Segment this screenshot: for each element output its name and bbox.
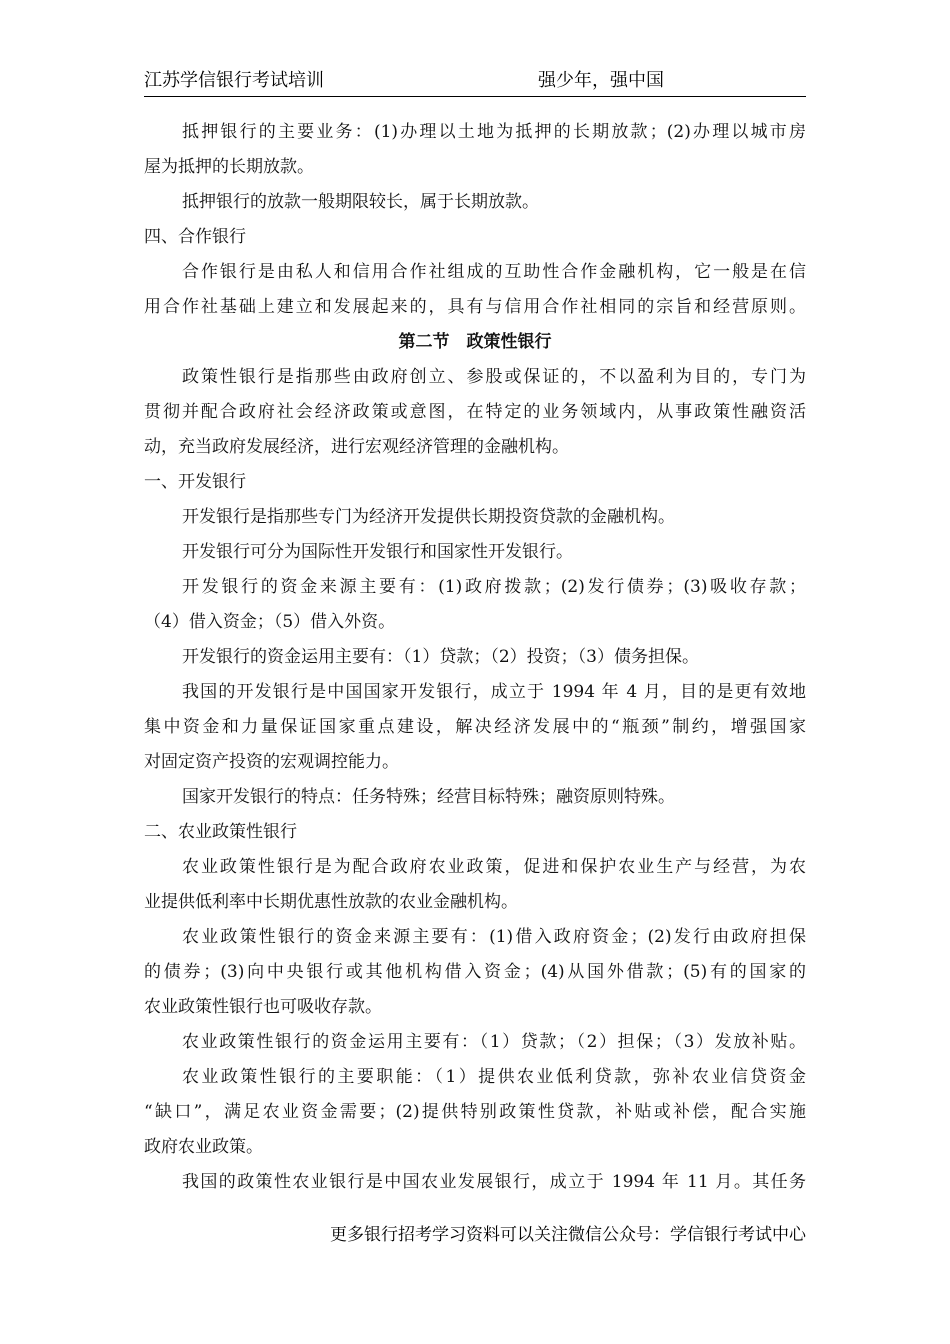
header-right-text: 强少年，强中国	[538, 70, 664, 91]
text-line: 合作银行是由私人和信用合作社组成的互助性合作金融机构，它一般是在信	[182, 262, 806, 282]
text-line: 开发银行可分为国际性开发银行和国家性开发银行。	[182, 542, 573, 562]
text-line: “缺口”，满足农业资金需要；(2)提供特别政策性贷款，补贴或补偿，配合实施	[144, 1102, 806, 1122]
text-line: 贯彻并配合政府社会经济政策或意图，在特定的业务领域内，从事政策性融资活	[144, 402, 806, 422]
text-line: 农业政策性银行的主要职能：（1）提供农业低利贷款，弥补农业信贷资金	[182, 1067, 806, 1087]
text-line: 二、农业政策性银行	[144, 822, 297, 842]
text-line: 集中资金和力量保证国家重点建设，解决经济发展中的“瓶颈”制约，增强国家	[144, 717, 806, 737]
header-left-text: 江苏学信银行考试培训	[144, 70, 324, 91]
text-line: 对固定资产投资的宏观调控能力。	[144, 752, 399, 772]
text-line: （4）借入资金；（5）借入外资。	[144, 612, 396, 632]
text-line: 屋为抵押的长期放款。	[144, 157, 314, 177]
text-line: 政府农业政策。	[144, 1137, 263, 1157]
page-footer: 更多银行招考学习资料可以关注微信公众号：学信银行考试中心	[330, 1225, 806, 1245]
text-line: 农业政策性银行是为配合政府农业政策，促进和保护农业生产与经营，为农	[182, 857, 806, 877]
text-line: 开发银行的资金运用主要有：（1）贷款；（2）投资；（3）债务担保。	[182, 647, 699, 667]
text-line: 开发银行是指那些专门为经济开发提供长期投资贷款的金融机构。	[182, 507, 675, 527]
section-heading: 第二节 政策性银行	[398, 332, 552, 352]
text-line: 抵押银行的放款一般期限较长，属于长期放款。	[182, 192, 539, 212]
text-line: 四、合作银行	[144, 227, 246, 247]
text-line: 政策性银行是指那些由政府创立、参股或保证的，不以盈利为目的，专门为	[182, 367, 806, 387]
text-line: 用合作社基础上建立和发展起来的，具有与信用合作社相同的宗旨和经营原则。	[144, 297, 806, 317]
text-line: 我国的开发银行是中国国家开发银行，成立于 1994 年 4 月，目的是更有效地	[182, 682, 806, 702]
document-body	[144, 115, 806, 1200]
text-line: 开发银行的资金来源主要有：(1)政府拨款；(2)发行债券；(3)吸收存款；	[182, 577, 806, 597]
text-line: 抵押银行的主要业务：(1)办理以土地为抵押的长期放款；(2)办理以城市房	[182, 122, 806, 142]
text-line: 我国的政策性农业银行是中国农业发展银行，成立于 1994 年 11 月。其任务	[182, 1172, 806, 1192]
text-line: 农业政策性银行的资金来源主要有：(1)借入政府资金；(2)发行由政府担保	[182, 927, 806, 947]
text-line: 农业政策性银行的资金运用主要有：（1）贷款；（2）担保；（3）发放补贴。	[182, 1032, 806, 1052]
text-line: 动，充当政府发展经济，进行宏观经济管理的金融机构。	[144, 437, 569, 457]
text-line: 国家开发银行的特点：任务特殊；经营目标特殊；融资原则特殊。	[182, 787, 675, 807]
text-line: 业提供低利率中长期优惠性放款的农业金融机构。	[144, 892, 518, 912]
page-header	[144, 66, 806, 97]
text-line: 的债券；(3)向中央银行或其他机构借入资金；(4)从国外借款；(5)有的国家的	[144, 962, 806, 982]
text-line: 农业政策性银行也可吸收存款。	[144, 997, 382, 1017]
text-line: 一、开发银行	[144, 472, 246, 492]
